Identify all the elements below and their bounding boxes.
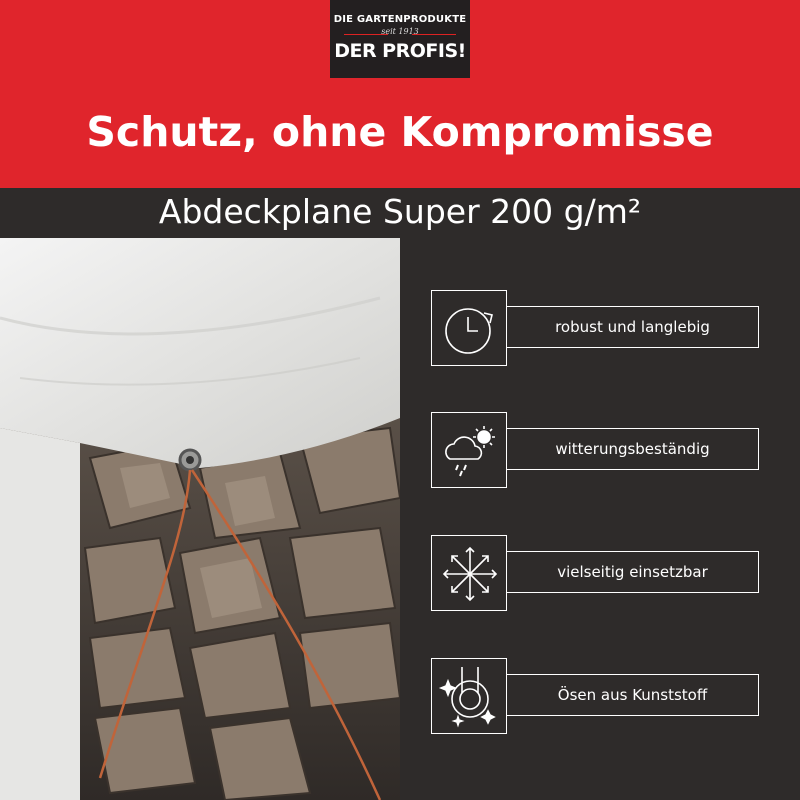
feature-weather (431, 412, 761, 488)
feature-label: Ösen aus Kunststoff (507, 674, 759, 716)
feature-robust (431, 290, 761, 366)
clock-icon (431, 290, 507, 366)
feature-eyelets (431, 658, 761, 734)
logo-line1: DIE GARTENPRODUKTE (333, 14, 467, 25)
tarp-firewood-image (0, 238, 400, 800)
headline: Schutz, ohne Kompromisse (86, 108, 714, 156)
product-photo (0, 238, 400, 800)
logo-line3: DER PROFIS! (334, 40, 466, 62)
product-title: Abdeckplane Super 200 g/m² (158, 192, 642, 231)
arrows-icon (431, 535, 507, 611)
logo-line2: seit 1913 (381, 27, 419, 36)
feature-versatile (431, 535, 761, 611)
feature-label: witterungsbeständig (507, 428, 759, 470)
feature-label: robust und langlebig (507, 306, 759, 348)
eyelet-icon (431, 658, 507, 734)
feature-label: vielseitig einsetzbar (507, 551, 759, 593)
brand-logo (330, 0, 470, 78)
weather-icon (431, 412, 507, 488)
